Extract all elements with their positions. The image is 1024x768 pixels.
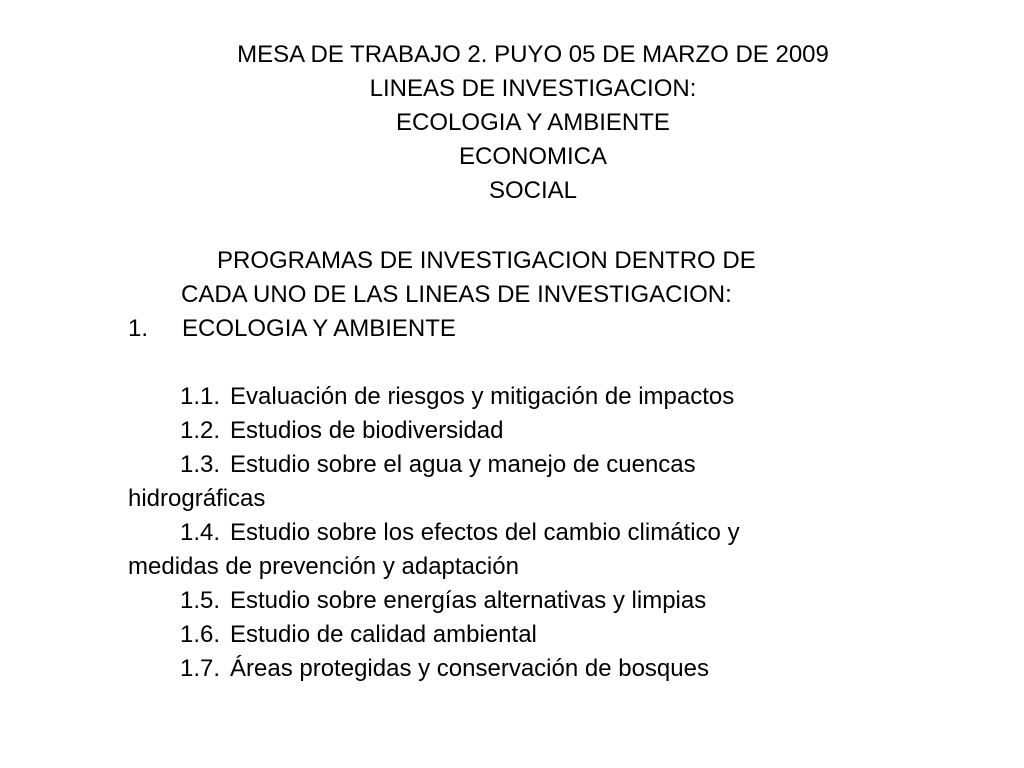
research-lines-heading: LINEAS DE INVESTIGACION: bbox=[369, 75, 697, 102]
research-line-economic: ECONOMICA bbox=[458, 143, 607, 170]
programs-heading-line-1: PROGRAMAS DE INVESTIGACION DENTRO DE bbox=[217, 247, 756, 274]
research-line-social: SOCIAL bbox=[488, 177, 578, 204]
slide-title: MESA DE TRABAJO 2. PUYO 05 DE MARZO DE 2009 bbox=[237, 41, 829, 68]
section-number: 1. bbox=[128, 315, 149, 342]
list-item-number: 1.5. bbox=[180, 587, 221, 614]
list-item-number: 1.7. bbox=[180, 655, 221, 682]
list-item-text: Estudio sobre los efectos del cambio climático y bbox=[230, 519, 740, 546]
list-item-text: Estudio de calidad ambiental bbox=[230, 621, 537, 648]
list-item-text: Estudio sobre el agua y manejo de cuencas bbox=[230, 451, 696, 478]
research-line-ecology: ECOLOGIA Y AMBIENTE bbox=[396, 109, 670, 136]
list-item-continuation: hidrográficas bbox=[128, 485, 266, 512]
list-item-number: 1.6. bbox=[180, 621, 221, 648]
list-item-text: Estudios de biodiversidad bbox=[230, 417, 504, 444]
list-item-number: 1.1. bbox=[180, 383, 221, 410]
list-item-number: 1.4. bbox=[180, 519, 221, 546]
list-item-text: Evaluación de riesgos y mitigación de impactos bbox=[230, 383, 735, 410]
list-item-continuation: medidas de prevención y adaptación bbox=[128, 553, 519, 580]
section-title: ECOLOGIA Y AMBIENTE bbox=[182, 315, 456, 342]
programs-heading-line-2: CADA UNO DE LAS LINEAS DE INVESTIGACION: bbox=[181, 281, 732, 308]
list-item-text: Estudio sobre energías alternativas y limpias bbox=[230, 587, 707, 614]
list-item-text: Áreas protegidas y conservación de bosques bbox=[230, 655, 709, 682]
list-item-number: 1.3. bbox=[180, 451, 221, 478]
list-item-number: 1.2. bbox=[180, 417, 221, 444]
